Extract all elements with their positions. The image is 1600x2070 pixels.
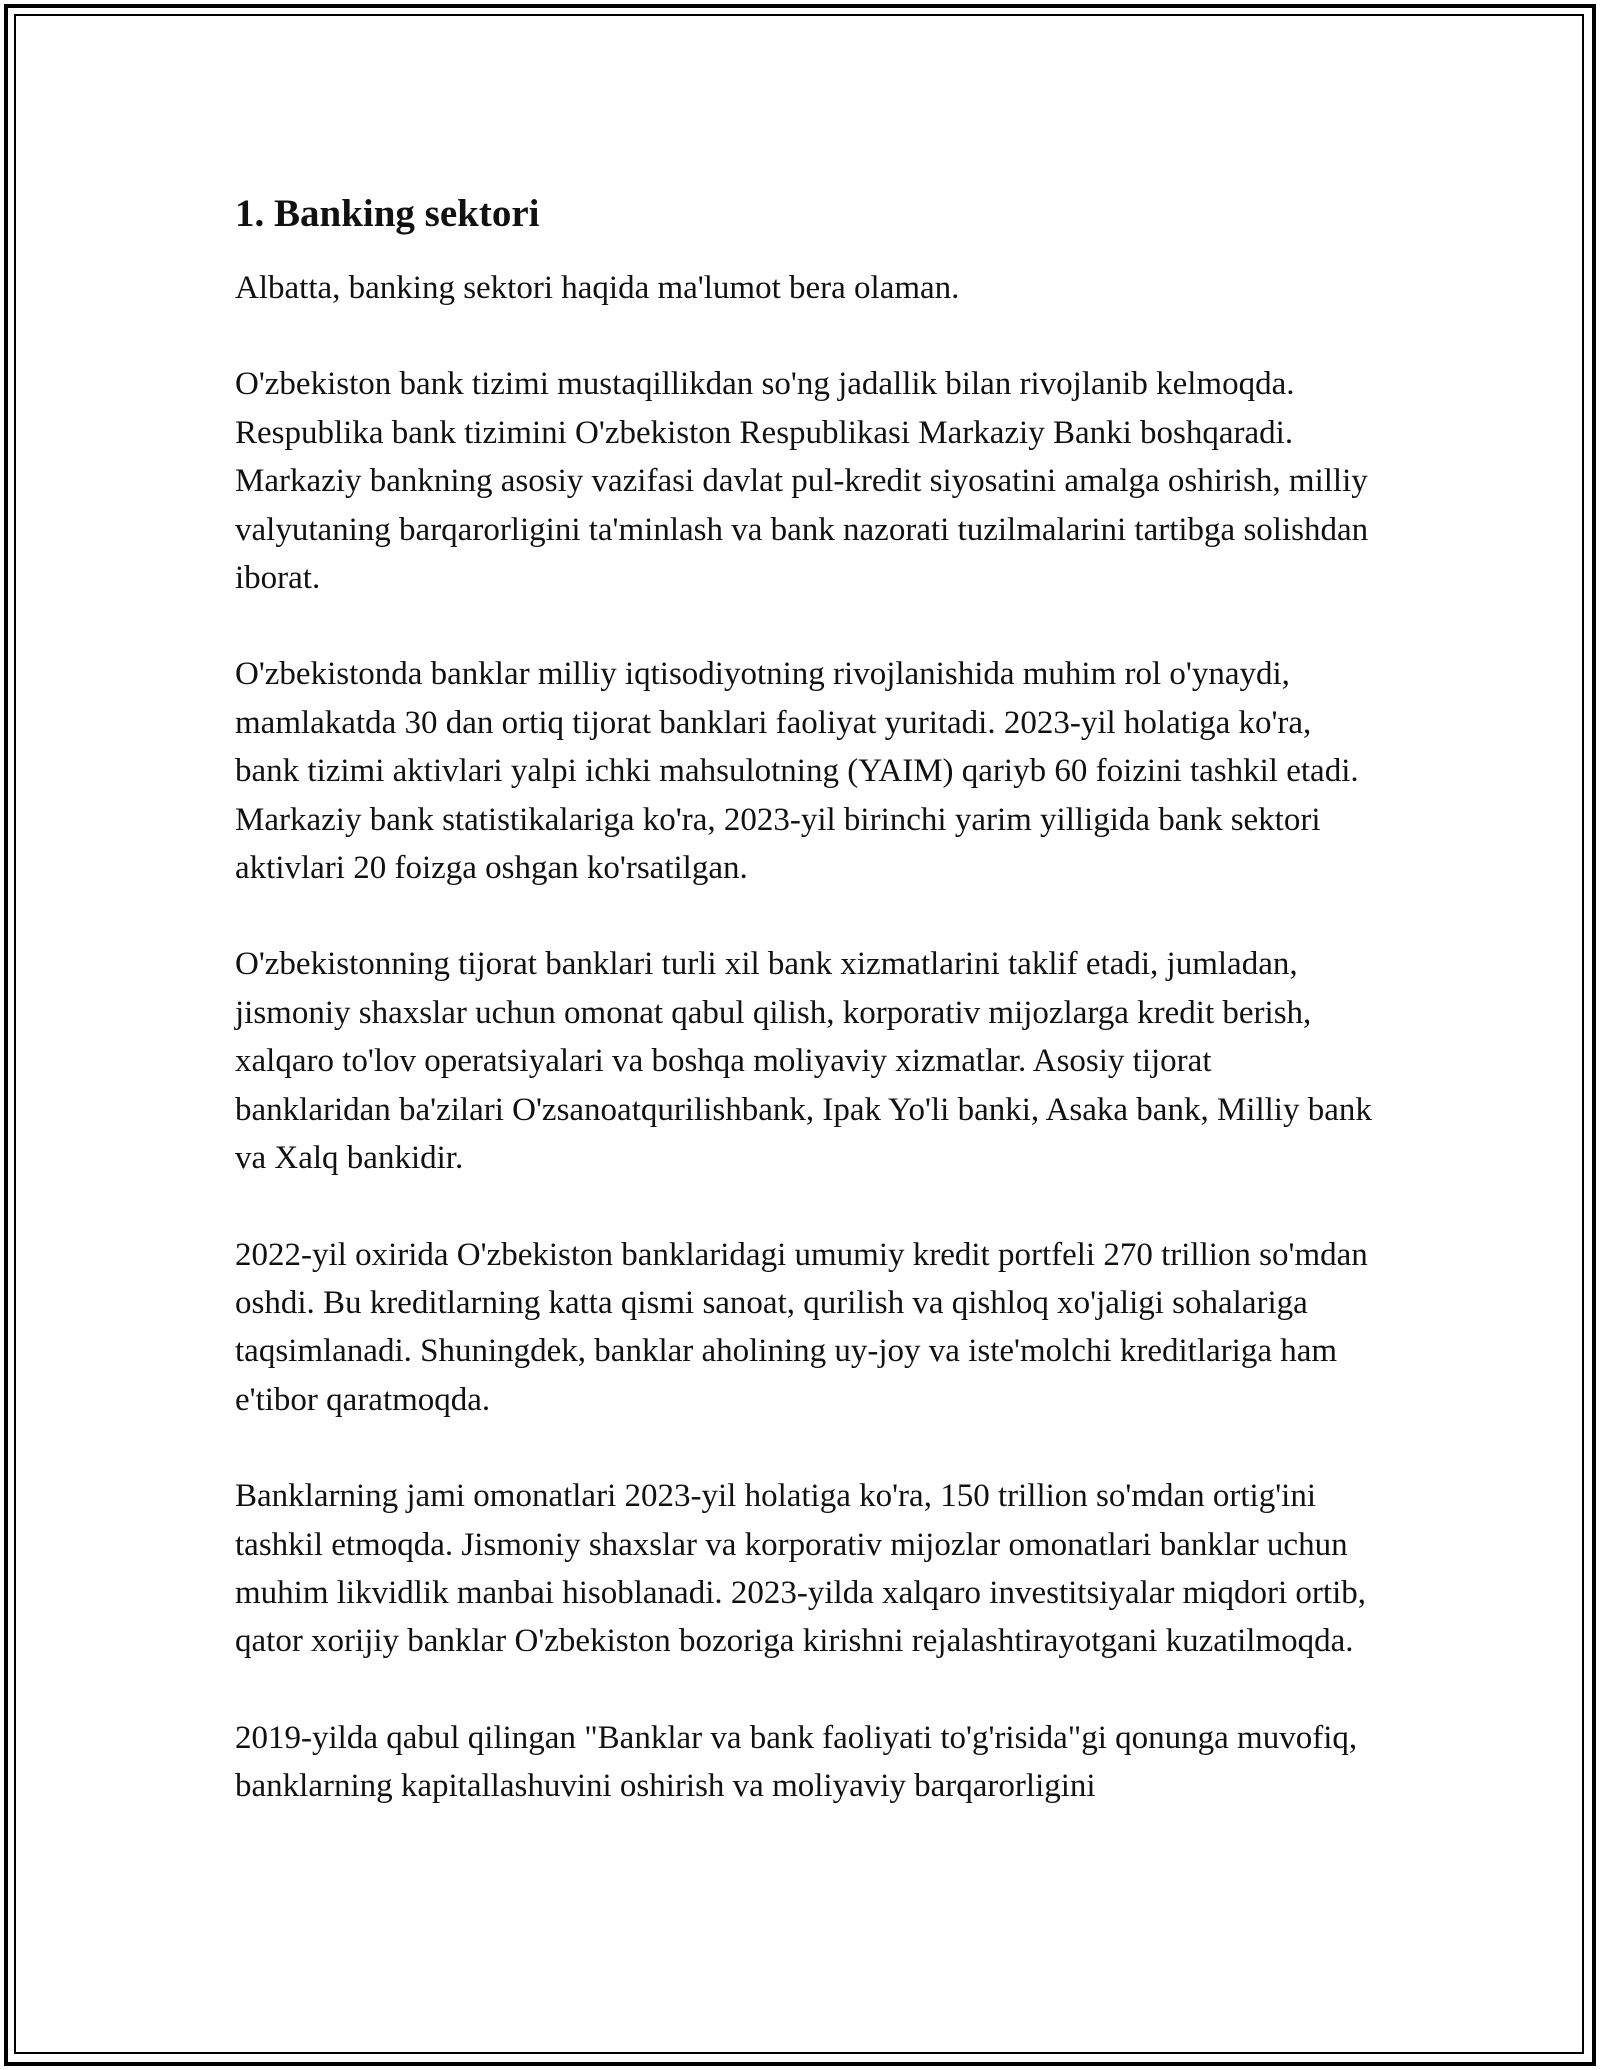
paragraph-deposits: Banklarning jami omonatlari 2023-yil holatiga ko'ra, 150 trillion so'mdan ortig'ini tashkil etmoqda. Jismoniy shaxslar va korporativ mijozlar omonatlari banklar uchun muhim likvidlik manbai hisoblanadi. 2023-yilda xalqaro investitsiyalar miqdori ortib, qator xorijiy banklar O'zbekiston bozoriga kirishni rejalashtirayotgani kuzatilmoqda. (235, 1478, 1366, 1660)
paragraph-role-of-banks: O'zbekistonda banklar milliy iqtisodiyotning rivojlanishida muhim rol o'ynaydi, mamlakatda 30 dan ortiq tijorat banklari faoliyat yuritadi. 2023-yil holatiga ko'ra, bank tizimi aktivlari yalpi ichki mahsulotning (YAIM) qariyb 60 foizini tashkil etadi. Markaziy bank statistikalariga ko'ra, 2023-yil birinchi yarim yilligida bank sektori aktivlari 20 foizga oshgan ko'rsatilgan. (235, 656, 1359, 887)
paragraph-intro: Albatta, banking sektori haqida ma'lumot bera olaman. (235, 270, 960, 306)
paragraph-banking-law: 2019-yilda qabul qilingan "Banklar va bank faoliyati to'g'risida"gi qonunga muvofiq, banklarning kapitallashuvini oshirish va moliyaviy barqarorligini (235, 1719, 1358, 1805)
paragraph-credit-portfolio: 2022-yil oxirida O'zbekiston banklaridagi umumiy kredit portfeli 270 trillion so'mdan oshdi. Bu kreditlarning katta qismi sanoat, qurilish va qishloq xo'jaligi sohalariga taqsimlanadi. Shuningdek, banklar aholining uy-joy va iste'molchi kreditlariga ham e'tibor qaratmoqda. (235, 1236, 1368, 1418)
paragraph-commercial-banks: O'zbekistonning tijorat banklari turli xil bank xizmatlarini taklif etadi, jumladan, jismoniy shaxslar uchun omonat qabul qilish, korporativ mijozlarga kredit berish, xalqaro to'lov operatsiyalari va boshqa moliyaviy xizmatlar. Asosiy tijorat banklaridan ba'zilari O'zsanoatqurilishbank, Ipak Yo'li banki, Asaka bank, Milliy bank va Xalq bankidir. (235, 946, 1372, 1177)
paragraph-bank-system: O'zbekiston bank tizimi mustaqillikdan so'ng jadallik bilan rivojlanib kelmoqda. Respublika bank tizimini O'zbekiston Respublikasi Markaziy Banki boshqaradi. Markaziy bankning asosiy vazifasi davlat pul-kredit siyosatini amalga oshirish, milliy valyutaning barqarorligini ta'minlash va bank nazorati tuzilmalarini tartibga solishdan iborat. (235, 366, 1369, 597)
document-body (235, 190, 1375, 1811)
section-heading: 1. Banking sektori (235, 192, 540, 235)
